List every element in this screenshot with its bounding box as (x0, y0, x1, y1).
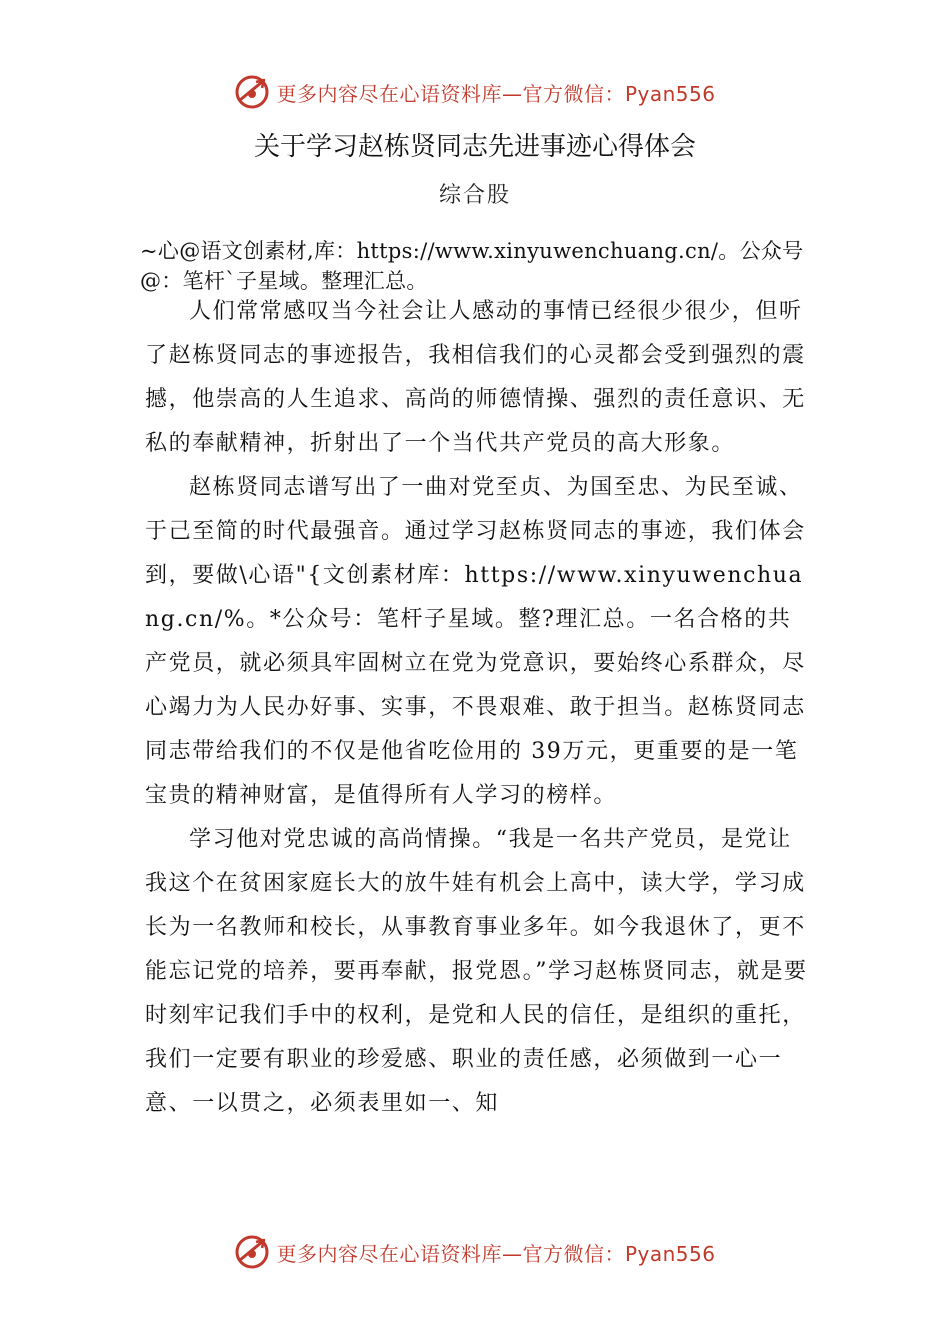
logo-icon (234, 74, 270, 110)
logo-icon (234, 1234, 270, 1270)
paragraph-3: 学习他对党忠诚的高尚情操。“我是一名共产党员，是党让我这个在贫困家庭长大的放牛娃有机会上高中，读大学，学习成长为一名教师和校长，从事教育事业多年。如今我退休了，更不能忘记党的培养，要再奉献，报党恩。”学习赵栋贤同志，就是要时刻牢记我们手中的权利，是党和人民的信任，是组织的重托，我们一定要有职业的珍爱感、职业的责任感，必须做到一心一意、一以贯之，必须表里如一、知 (145, 827, 808, 1116)
department-label: 综合股 (438, 183, 511, 208)
paragraph-2: 赵栋贤同志谱写出了一曲对党至贞、为国至忠、为民至诚、于己至简的时代最强音。通过学习赵栋贤同志的事迹，我们体会到，要做\心语"{文创素材库：https://www.xinyuwenchuang.cn/%。*公众号：笔杆子星域。整?理汇总。一名合格的共产党员，就必须具牢固树立在党为党意识，要始终心系群众，尽心竭力为人民办好事、实事，不畏艰难、敢于担当。赵栋贤同志同志带给我们的不仅是他省吃俭用的 39万元，更重要的是一笔宝贵的精神财富，是值得所有人学习的榜样。 (145, 475, 806, 808)
paragraph-1: 人们常常感叹当今社会让人感动的事情已经很少很少，但听了赵栋贤同志的事迹报告，我相信我们的心灵都会受到强烈的震撼，他崇高的人生追求、高尚的师德情操、强烈的责任意识、无私的奉献精神，折射出了一个当代共产党员的高大形象。 (145, 299, 806, 456)
source-note: ~心@语文创素材,库：https://www.xinyuwenchuang.cn/。公众号@：笔杆`子星域。整理汇总。 (140, 239, 804, 293)
page-title: 关于学习赵栋贤同志先进事迹心得体会 (253, 132, 696, 162)
footer-banner-text: 更多内容尽在心语资料库—官方微信：Pyan556 (276, 1241, 716, 1266)
body-text (145, 290, 810, 1126)
header-banner (0, 70, 950, 114)
header-banner-text: 更多内容尽在心语资料库—官方微信：Pyan556 (276, 81, 716, 106)
footer-banner (0, 1230, 950, 1274)
